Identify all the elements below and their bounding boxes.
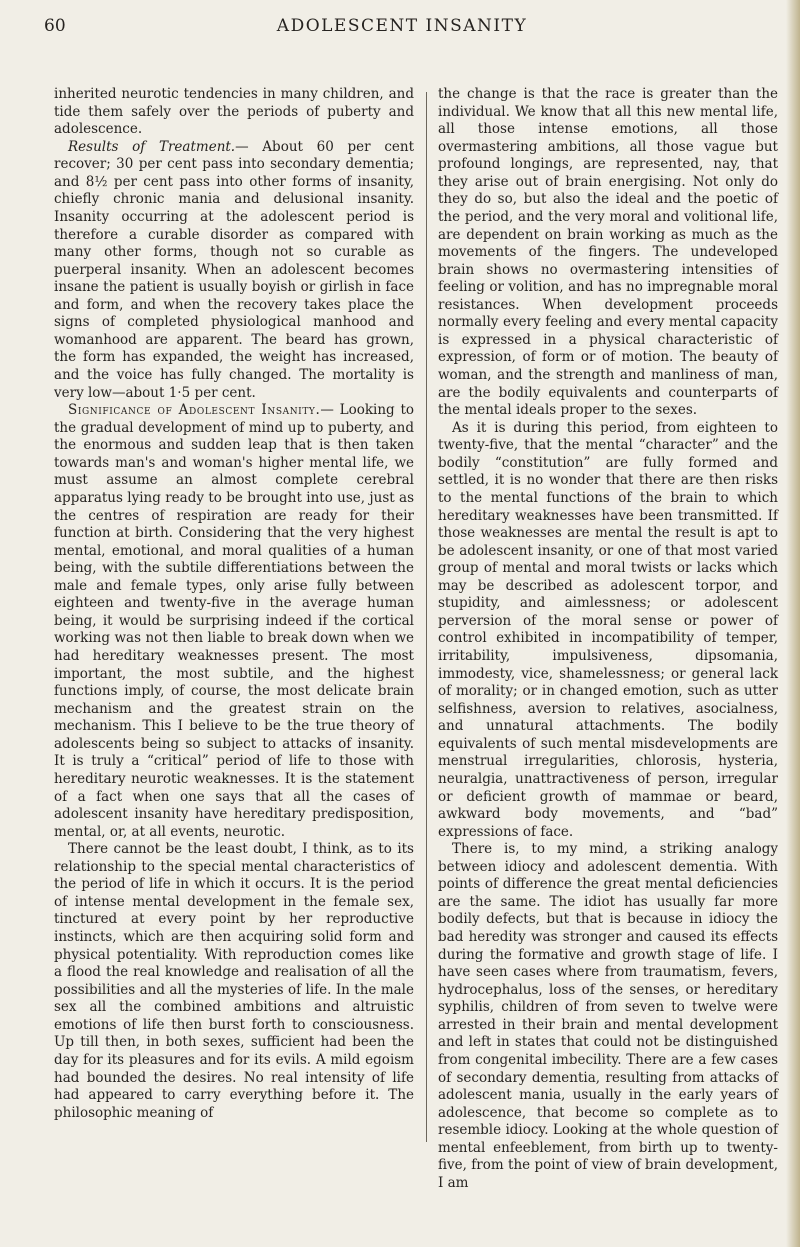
page-header [44, 16, 760, 42]
section-heading: Significance of Adolescent Insanity. [68, 402, 321, 419]
paragraph-text: — Looking to the gradual development of mind up to puberty, and the enormous and sudden leap that is then taken towards man's and woman's higher mental life, we must assume an almost complete cerebral apparatus lying ready to be brought into use, just as the centres of respiration are ready for their function at birth. Considering that the very highest mental, emotional, and moral qualities of a human being, with the subtile differentiations between the male and female types, only arise fully between eighteen and twenty-five in the average human being, it would be surprising indeed if the cortical working was not then liable to break down when we had hereditary weaknesses present. The most important, the most subtile, and the highest functions imply, of course, the most delicate brain mechanism and the greatest strain on the mechanism. This I believe to be the true theory of adolescents being so subject to attacks of insanity. It is truly a “critical” period of life to those with hereditary neurotic weaknesses. It is the statement of a fact when one says that all the cases of adolescent insanity have hereditary predisposition, mental, or, at all events, neurotic. [54, 402, 414, 840]
paragraph: As it is during this period, from eighteen to twenty-five, that the mental “character” and the bodily “constitution” are fully formed and settled, it is no wonder that there are then risks to the mental functions of the brain to which hereditary weaknesses have been transmitted. If those weaknesses are mental the result is apt to be adolescent insanity, or one of that most varied group of mental and moral twists or lacks which may be described as adolescent torpor, and stupidity, and aimlessness; or adolescent perversion of the moral sense or power of control exhibited in incompatibility of temper, irritability, impulsiveness, dipsomania, immodesty, vice, shamelessness; or general lack of morality; or in changed emotion, such as utter selfishness, aversion to relatives, asocialness, and unnatural attachments. The bodily equivalents of such mental misdevelopments are menstrual irregularities, chlorosis, hysteria, neuralgia, unattractiveness of person, irregular or deficient growth of mammae or beard, awkward body movements, and “bad” expressions of face. [438, 419, 778, 840]
paragraph: There is, to my mind, a striking analogy between idiocy and adolescent dementia. With points of difference the great mental deficiencies are the same. The idiot has usually far more bodily defects, but that is because in idiocy the bad heredity was stronger and caused its effects during the formative and growth stage of life. I have seen cases where from traumatism, fevers, hydrocephalus, loss of the senses, or hereditary syphilis, children of from seven to twelve were arrested in their brain and mental development and left in states that could not be distinguished from congenital imbecility. There are a few cases of secondary dementia, resulting from attacks of adolescent mania, usually in the early years of adolescence, that become so complete as to resemble idiocy. Looking at the whole question of mental enfeeblement, from birth up to twenty-five, from the point of view of brain development, I am [438, 841, 778, 1191]
paragraph: the change is that the race is greater than the individual. We know that all this new mental life, all those intense emotions, all those overmastering ambitions, all those vague but profound longings, are represented, nay, that they arise out of brain energising. Not only do they do so, but also the ideal and the poetic of the period, and the very moral and volitional life, are dependent on brain working as much as the movements of the fingers. The undeveloped brain shows no overmastering intensities of feeling or volition, and has no impregnable moral resistances. When development proceeds normally every feeling and every mental capacity is expressed in a physical characteristic of expression, of form or of motion. The beauty of woman, and the strength and manliness of man, are the bodily equivalents and counterparts of the mental ideals proper to the sexes. [438, 86, 778, 419]
paragraph-text: — About 60 per cent recover; 30 per cent pass into secondary dementia; and 8½ per cent pass into other forms of insanity, chiefly chronic mania and delusional insanity. Insanity occurring at the adolescent period is therefore a curable disorder as compared with many other forms, though not so curable as puerperal insanity. When an adolescent becomes insane the patient is usually boyish or girlish in face and form, and when the recovery takes place the signs of completed physiological manhood and womanhood are apparent. The beard has grown, the form has expanded, the weight has increased, and the voice has fully changed. The mortality is very low—about 1·5 per cent. [54, 138, 414, 401]
left-column [54, 86, 414, 1122]
page-edge [786, 0, 800, 1247]
paragraph: There cannot be the least doubt, I think, as to its relationship to the special mental characteristics of the period of life in which it occurs. It is the period of intense mental development in the female sex, tinctured at every point by her reproductive instincts, which are then acquiring solid form and physical potentiality. With reproduction comes like a flood the real knowledge and realisation of all the possibilities and all the mysteries of life. In the male sex all the combined ambitions and altruistic emotions of life then burst forth to consciousness. Up till then, in both sexes, sufficient had been the day for its pleasures and for its evils. A mild egoism had bounded the desires. No real intensity of life had appeared to carry everything before it. The philosophic meaning of [54, 841, 414, 1121]
paragraph: inherited neurotic tendencies in many children, and tide them safely over the periods of puberty and adolescence. [54, 86, 414, 138]
paragraph-significance [54, 402, 414, 841]
column-divider [426, 92, 427, 1142]
section-heading: Results of Treatment. [68, 138, 236, 155]
right-column [438, 86, 778, 1192]
page-number: 60 [44, 16, 66, 36]
running-title: ADOLESCENT INSANITY [276, 16, 528, 36]
paragraph-results-of-treatment [54, 139, 414, 402]
